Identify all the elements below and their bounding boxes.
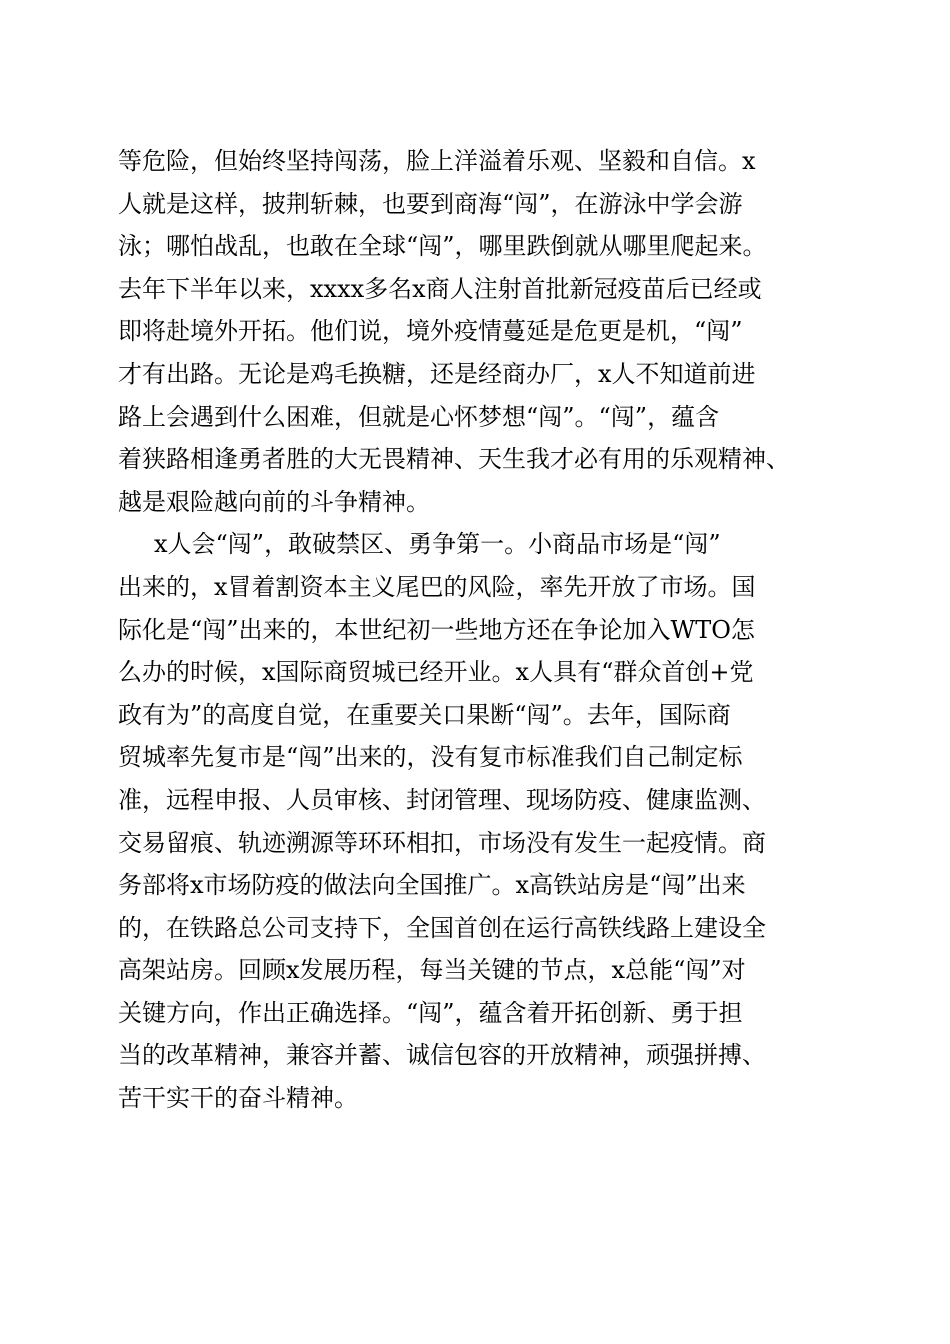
paragraph-line: 交易留痕、轨迹溯源等环环相扣，市场没有发生一起疫情。商 xyxy=(118,828,766,857)
paragraph-line: 苦干实干的奋斗精神。 xyxy=(118,1084,358,1113)
paragraph-line: 际化是“闯”出来的，本世纪初一些地方还在争论加入WTO怎 xyxy=(118,615,755,644)
paragraph-line: 当的改革精神，兼容并蓄、诚信包容的开放精神，顽强拼搏、 xyxy=(118,1041,766,1070)
paragraph-line: 高架站房。回顾x发展历程，每当关键的节点，x总能“闯”对 xyxy=(118,956,746,985)
paragraph-2 xyxy=(118,523,848,1119)
paragraph-line: 泳；哪怕战乱，也敢在全球“闯”，哪里跌倒就从哪里爬起来。 xyxy=(118,232,767,261)
paragraph-line: 着狭路相逢勇者胜的大无畏精神、天生我才必有用的乐观精神、 xyxy=(118,445,790,474)
paragraph-line: 么办的时候，x国际商贸城已经开业。x人具有“群众首创+党 xyxy=(118,658,754,687)
paragraph-line: 贸城率先复市是“闯”出来的，没有复市标准我们自己制定标 xyxy=(118,743,743,772)
paragraph-line: 准，远程申报、人员审核、封闭管理、现场防疫、健康监测、 xyxy=(118,785,766,814)
paragraph-line: 越是艰险越向前的斗争精神。 xyxy=(118,487,430,516)
paragraph-line: 才有出路。无论是鸡毛换糖，还是经商办厂，x人不知道前进 xyxy=(118,359,756,388)
paragraph-line: 的，在铁路总公司支持下，全国首创在运行高铁线路上建设全 xyxy=(118,913,766,942)
paragraph-1 xyxy=(118,140,848,523)
paragraph-line: 路上会遇到什么困难，但就是心怀梦想“闯”。“闯”，蕴含 xyxy=(118,402,720,431)
paragraph-line: x人会“闯”，敢破禁区、勇争第一。小商品市场是“闯” xyxy=(154,530,721,559)
paragraph-line: 即将赴境外开拓。他们说，境外疫情蔓延是危更是机，“闯” xyxy=(118,317,743,346)
paragraph-line: 人就是这样，披荆斩棘，也要到商海“闯”，在游泳中学会游 xyxy=(118,189,743,218)
paragraph-line: 等危险，但始终坚持闯荡，脸上洋溢着乐观、坚毅和自信。x xyxy=(118,147,756,175)
paragraph-line: 关键方向，作出正确选择。“闯”，蕴含着开拓创新、勇于担 xyxy=(118,998,743,1027)
document-body xyxy=(118,140,848,1120)
paragraph-line: 出来的，x冒着割资本主义尾巴的风险，率先开放了市场。国 xyxy=(118,572,756,601)
paragraph-line: 去年下半年以来，xxxx多名x商人注射首批新冠疫苗后已经或 xyxy=(118,274,762,303)
paragraph-line: 务部将x市场防疫的做法向全国推广。x高铁站房是“闯”出来 xyxy=(118,871,746,900)
paragraph-line: 政有为”的高度自觉，在重要关口果断“闯”。去年，国际商 xyxy=(118,700,731,729)
